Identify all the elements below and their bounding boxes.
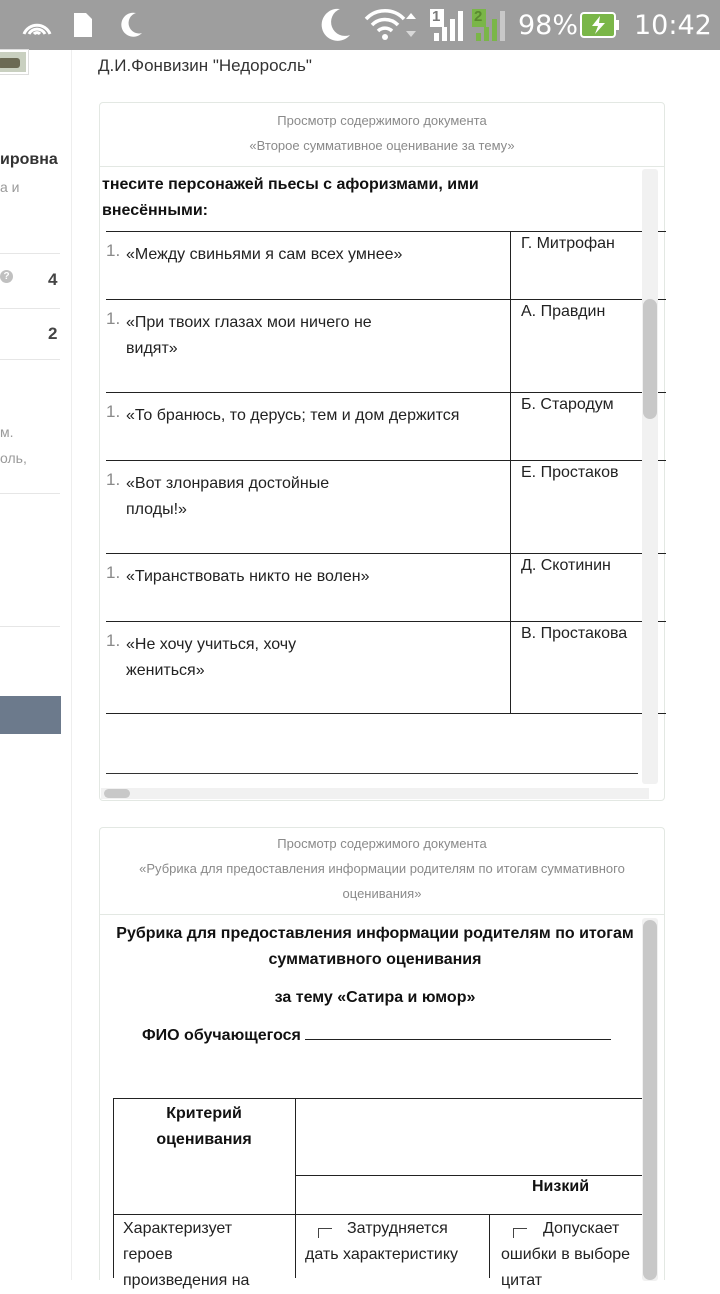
- divider: [0, 626, 60, 627]
- card-header-document-name: «Рубрика для предоставления информации родителям по итогам суммативного: [139, 861, 625, 876]
- scrollbar-thumb[interactable]: [643, 299, 657, 419]
- night-mode-icon: [118, 0, 144, 50]
- rubric-title-line: Рубрика для предоставления информации родителям по итогам: [116, 925, 634, 942]
- quote-text: «Между свиньями я сам всех умнее»: [126, 246, 403, 263]
- wifi-icon: [364, 0, 422, 50]
- table-border: [113, 1214, 653, 1215]
- left-sidebar: [0, 50, 72, 1280]
- wifi-hotspot-icon: [20, 0, 54, 50]
- list-number: 1.: [106, 402, 121, 421]
- table-border: [295, 1098, 296, 1278]
- task-text-line: внесёнными:: [102, 202, 208, 219]
- table-row: [106, 621, 666, 714]
- quote-cell: [106, 622, 511, 713]
- card-header-caption: Просмотр содержимого документа: [277, 113, 487, 128]
- list-number: 1.: [106, 241, 121, 260]
- card-header: [100, 103, 664, 167]
- low-level-cell: Затрудняется дать характеристику: [305, 1220, 459, 1263]
- clock: 10:42: [634, 9, 712, 41]
- character-name: Б. Стародум: [521, 396, 614, 413]
- table-row: [106, 553, 666, 621]
- author-name-fragment[interactable]: ировна: [0, 151, 58, 168]
- divider: [0, 253, 60, 254]
- student-name-field: [142, 1026, 611, 1045]
- sim2-label: 2: [474, 8, 483, 25]
- sidebar-button[interactable]: [0, 696, 61, 734]
- criterion-header: [113, 1101, 295, 1153]
- quote-cell: [106, 232, 511, 299]
- vertical-scrollbar[interactable]: [642, 918, 658, 1281]
- quote-cell: [106, 461, 511, 553]
- table-row: [106, 299, 666, 392]
- table-row: [106, 392, 666, 460]
- table-row: [106, 460, 666, 553]
- table-row: [106, 231, 666, 299]
- student-name-line: [305, 1026, 611, 1040]
- scrollbar-thumb[interactable]: [643, 920, 657, 1280]
- stat-count-1: 4: [48, 270, 58, 289]
- sidebar-text-fragment: оль,: [0, 450, 27, 466]
- quote-cell: [106, 300, 511, 392]
- answer-line: [106, 773, 638, 774]
- battery-charging-icon: [580, 0, 620, 50]
- matching-table: [106, 231, 666, 714]
- sd-card-icon: [72, 0, 94, 50]
- quote-text: «Не хочу учиться, хочу жениться»: [126, 636, 297, 679]
- document-viewer[interactable]: [100, 168, 664, 788]
- table-border: [489, 1214, 490, 1278]
- signal-sim1-icon: [430, 0, 468, 50]
- stat-count-2: 2: [48, 324, 58, 343]
- quote-text: «То бранюсь, то дерусь; тем и дом держится: [126, 407, 460, 424]
- quote-text: «При твоих глазах мои ничего не видят»: [126, 314, 372, 357]
- card-header: [100, 828, 664, 915]
- divider: [0, 359, 60, 360]
- character-name: А. Правдин: [521, 303, 606, 320]
- sim1-label: 1: [432, 8, 441, 25]
- criterion-header-text: Критерий оценивания: [156, 1105, 252, 1148]
- page-title: Д.И.Фонвизин "Недоросль": [98, 56, 312, 75]
- list-number: 1.: [106, 631, 121, 650]
- list-number: 1.: [106, 470, 121, 489]
- table-border: [295, 1175, 653, 1176]
- character-name: Е. Простаков: [521, 464, 619, 481]
- list-number: 1.: [106, 309, 121, 328]
- quote-cell: [106, 393, 511, 460]
- scrollbar-thumb[interactable]: [104, 789, 130, 798]
- do-not-disturb-icon: [316, 0, 352, 50]
- document-viewer[interactable]: [100, 916, 664, 1289]
- rubric-topic: за тему «Сатира и юмор»: [274, 989, 476, 1006]
- sidebar-text-fragment: м.: [0, 424, 14, 440]
- author-subtitle-fragment: а и: [0, 179, 20, 195]
- character-name: В. Простакова: [521, 625, 628, 642]
- status-bar: [0, 0, 720, 50]
- signal-sim2-icon: [472, 0, 510, 50]
- divider: [0, 308, 60, 309]
- quote-text: «Вот злонравия достойные плоды!»: [126, 475, 330, 518]
- level-low-header: Низкий: [532, 1178, 590, 1195]
- quote-text: «Тиранствовать никто не волен»: [126, 568, 370, 585]
- rubric-title-line: суммативного оценивания: [268, 951, 482, 968]
- character-name: Д. Скотинин: [521, 557, 611, 574]
- document-preview-card-2: [99, 827, 665, 1289]
- horizontal-scrollbar[interactable]: [101, 788, 649, 799]
- card-header-document-name: оценивания»: [342, 886, 422, 901]
- criterion-cell: Характеризует героев произведения на: [123, 1220, 250, 1289]
- list-number: 1.: [106, 563, 121, 582]
- rubric-title: [100, 921, 650, 973]
- document-preview-card-1: [99, 102, 665, 801]
- help-icon[interactable]: ?: [0, 270, 13, 283]
- battery-percent: 98%: [518, 9, 579, 41]
- quote-cell: [106, 554, 511, 621]
- table-border: [113, 1098, 653, 1099]
- avatar[interactable]: [0, 50, 28, 74]
- divider: [0, 493, 60, 494]
- card-header-document-name: «Второе суммативное оценивание за тему»: [249, 138, 515, 153]
- card-header-caption: Просмотр содержимого документа: [277, 836, 487, 851]
- task-text-line: тнесите персонажей пьесы с афоризмами, ими: [102, 176, 479, 193]
- character-name: Г. Митрофан: [521, 235, 615, 252]
- task-text: [102, 172, 479, 224]
- mid-level-cell: Допускает ошибки в выборе цитат: [501, 1220, 631, 1289]
- student-name-label: ФИО обучающегося: [142, 1027, 301, 1044]
- vertical-scrollbar[interactable]: [642, 169, 658, 784]
